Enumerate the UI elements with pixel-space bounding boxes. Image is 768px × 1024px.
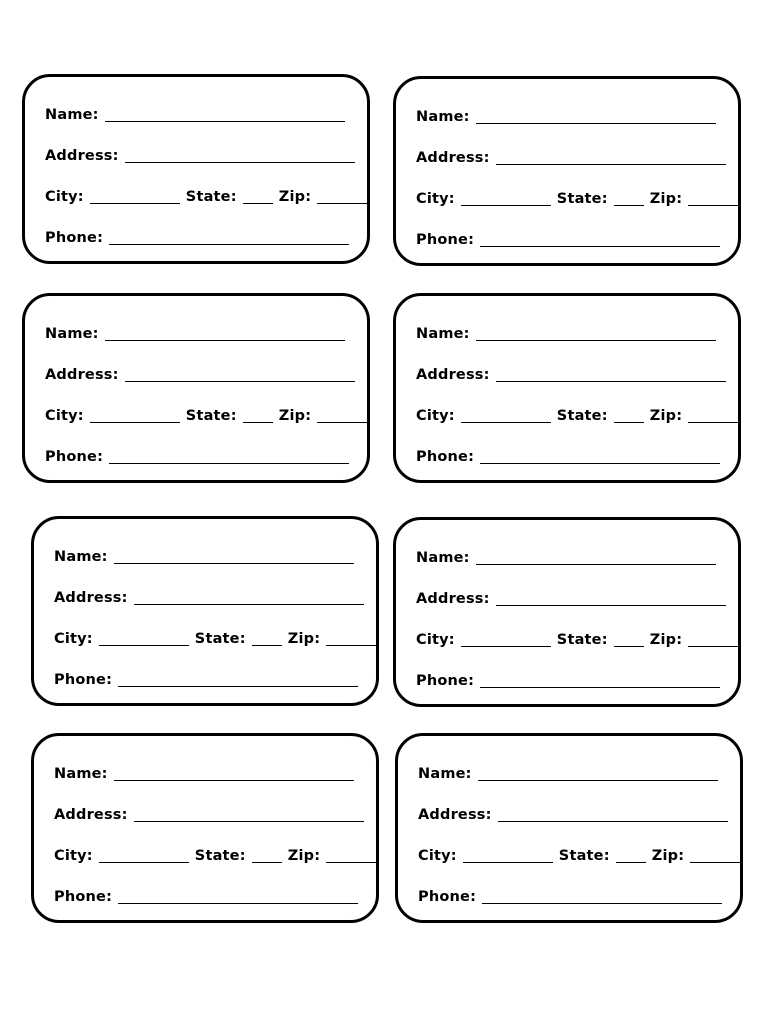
phone-row [54,669,358,689]
phone-label: Phone: [416,673,475,689]
state-field-line[interactable] [243,203,273,204]
zip-field-line[interactable] [688,205,738,206]
address-label: Address: [54,807,128,823]
zip-field-line[interactable] [688,646,738,647]
city-label: City: [45,189,84,205]
phone-field-line[interactable] [480,463,720,464]
state-label: State: [556,632,608,648]
city-label: City: [418,848,457,864]
zip-label: Zip: [287,848,321,864]
city-state-zip-row [45,186,367,206]
city-field-line[interactable] [99,645,189,646]
address-row [416,364,726,384]
phone-field-line[interactable] [480,246,720,247]
zip-field-line[interactable] [326,645,376,646]
state-field-line[interactable] [614,646,644,647]
city-field-line[interactable] [463,862,553,863]
name-field-line[interactable] [476,340,716,341]
name-row [416,547,716,567]
address-field-line[interactable] [498,821,728,822]
phone-field-line[interactable] [480,687,720,688]
zip-field-line[interactable] [317,203,367,204]
city-state-zip-row [416,629,738,649]
phone-row [54,886,358,906]
phone-label: Phone: [45,449,104,465]
phone-field-line[interactable] [118,903,358,904]
name-label: Name: [416,550,470,566]
address-field-line[interactable] [134,821,364,822]
name-label: Name: [54,766,108,782]
city-label: City: [54,631,93,647]
city-field-line[interactable] [99,862,189,863]
name-field-line[interactable] [114,563,354,564]
address-row [416,588,726,608]
name-row [54,546,354,566]
address-label-card [395,733,743,923]
name-label: Name: [45,107,99,123]
state-label: State: [194,631,246,647]
address-label-card [22,74,370,264]
zip-label: Zip: [278,189,312,205]
address-label: Address: [54,590,128,606]
state-label: State: [194,848,246,864]
state-label: State: [185,408,237,424]
name-label: Name: [418,766,472,782]
address-field-line[interactable] [496,164,726,165]
phone-row [418,886,722,906]
address-row [418,804,728,824]
address-field-line[interactable] [125,162,355,163]
state-field-line[interactable] [243,422,273,423]
city-state-zip-row [54,845,376,865]
name-row [416,323,716,343]
phone-label: Phone: [418,889,477,905]
zip-label: Zip: [649,191,683,207]
phone-label: Phone: [416,449,475,465]
name-field-line[interactable] [105,121,345,122]
zip-label: Zip: [649,632,683,648]
zip-field-line[interactable] [688,422,738,423]
phone-field-line[interactable] [118,686,358,687]
address-label-card [393,517,741,707]
state-field-line[interactable] [614,422,644,423]
phone-row [416,229,720,249]
address-row [416,147,726,167]
address-label: Address: [418,807,492,823]
name-row [45,104,345,124]
phone-row [416,670,720,690]
address-label-card [393,76,741,266]
state-label: State: [556,408,608,424]
name-field-line[interactable] [114,780,354,781]
city-state-zip-row [416,405,738,425]
city-label: City: [416,191,455,207]
city-state-zip-row [54,628,376,648]
address-label-card [31,733,379,923]
zip-label: Zip: [278,408,312,424]
zip-field-line[interactable] [690,862,740,863]
zip-field-line[interactable] [326,862,376,863]
address-row [45,145,355,165]
state-label: State: [185,189,237,205]
address-label-card [22,293,370,483]
phone-field-line[interactable] [109,463,349,464]
address-label: Address: [416,591,490,607]
address-field-line[interactable] [496,605,726,606]
city-label: City: [416,632,455,648]
phone-field-line[interactable] [482,903,722,904]
state-field-line[interactable] [614,205,644,206]
address-label: Address: [45,148,119,164]
address-field-line[interactable] [496,381,726,382]
name-row [45,323,345,343]
address-row [54,587,364,607]
address-row [45,364,355,384]
city-field-line[interactable] [90,422,180,423]
phone-row [416,446,720,466]
zip-label: Zip: [287,631,321,647]
name-label: Name: [54,549,108,565]
city-state-zip-row [418,845,740,865]
phone-row [45,227,349,247]
name-label: Name: [416,109,470,125]
phone-row [45,446,349,466]
city-field-line[interactable] [90,203,180,204]
state-label: State: [556,191,608,207]
city-label: City: [54,848,93,864]
name-field-line[interactable] [476,564,716,565]
phone-field-line[interactable] [109,244,349,245]
zip-field-line[interactable] [317,422,367,423]
name-field-line[interactable] [478,780,718,781]
city-label: City: [416,408,455,424]
city-field-line[interactable] [461,646,551,647]
address-label: Address: [45,367,119,383]
name-row [416,106,716,126]
phone-label: Phone: [45,230,104,246]
name-field-line[interactable] [105,340,345,341]
city-field-line[interactable] [461,205,551,206]
phone-label: Phone: [54,672,113,688]
city-label: City: [45,408,84,424]
city-state-zip-row [416,188,738,208]
name-label: Name: [416,326,470,342]
city-field-line[interactable] [461,422,551,423]
state-label: State: [558,848,610,864]
phone-label: Phone: [416,232,475,248]
name-row [418,763,718,783]
zip-label: Zip: [649,408,683,424]
address-field-line[interactable] [125,381,355,382]
name-label: Name: [45,326,99,342]
state-field-line[interactable] [252,645,282,646]
state-field-line[interactable] [252,862,282,863]
zip-label: Zip: [651,848,685,864]
address-label-card [393,293,741,483]
name-field-line[interactable] [476,123,716,124]
phone-label: Phone: [54,889,113,905]
city-state-zip-row [45,405,367,425]
name-row [54,763,354,783]
address-label: Address: [416,367,490,383]
state-field-line[interactable] [616,862,646,863]
address-label-card [31,516,379,706]
address-label: Address: [416,150,490,166]
address-field-line[interactable] [134,604,364,605]
address-row [54,804,364,824]
